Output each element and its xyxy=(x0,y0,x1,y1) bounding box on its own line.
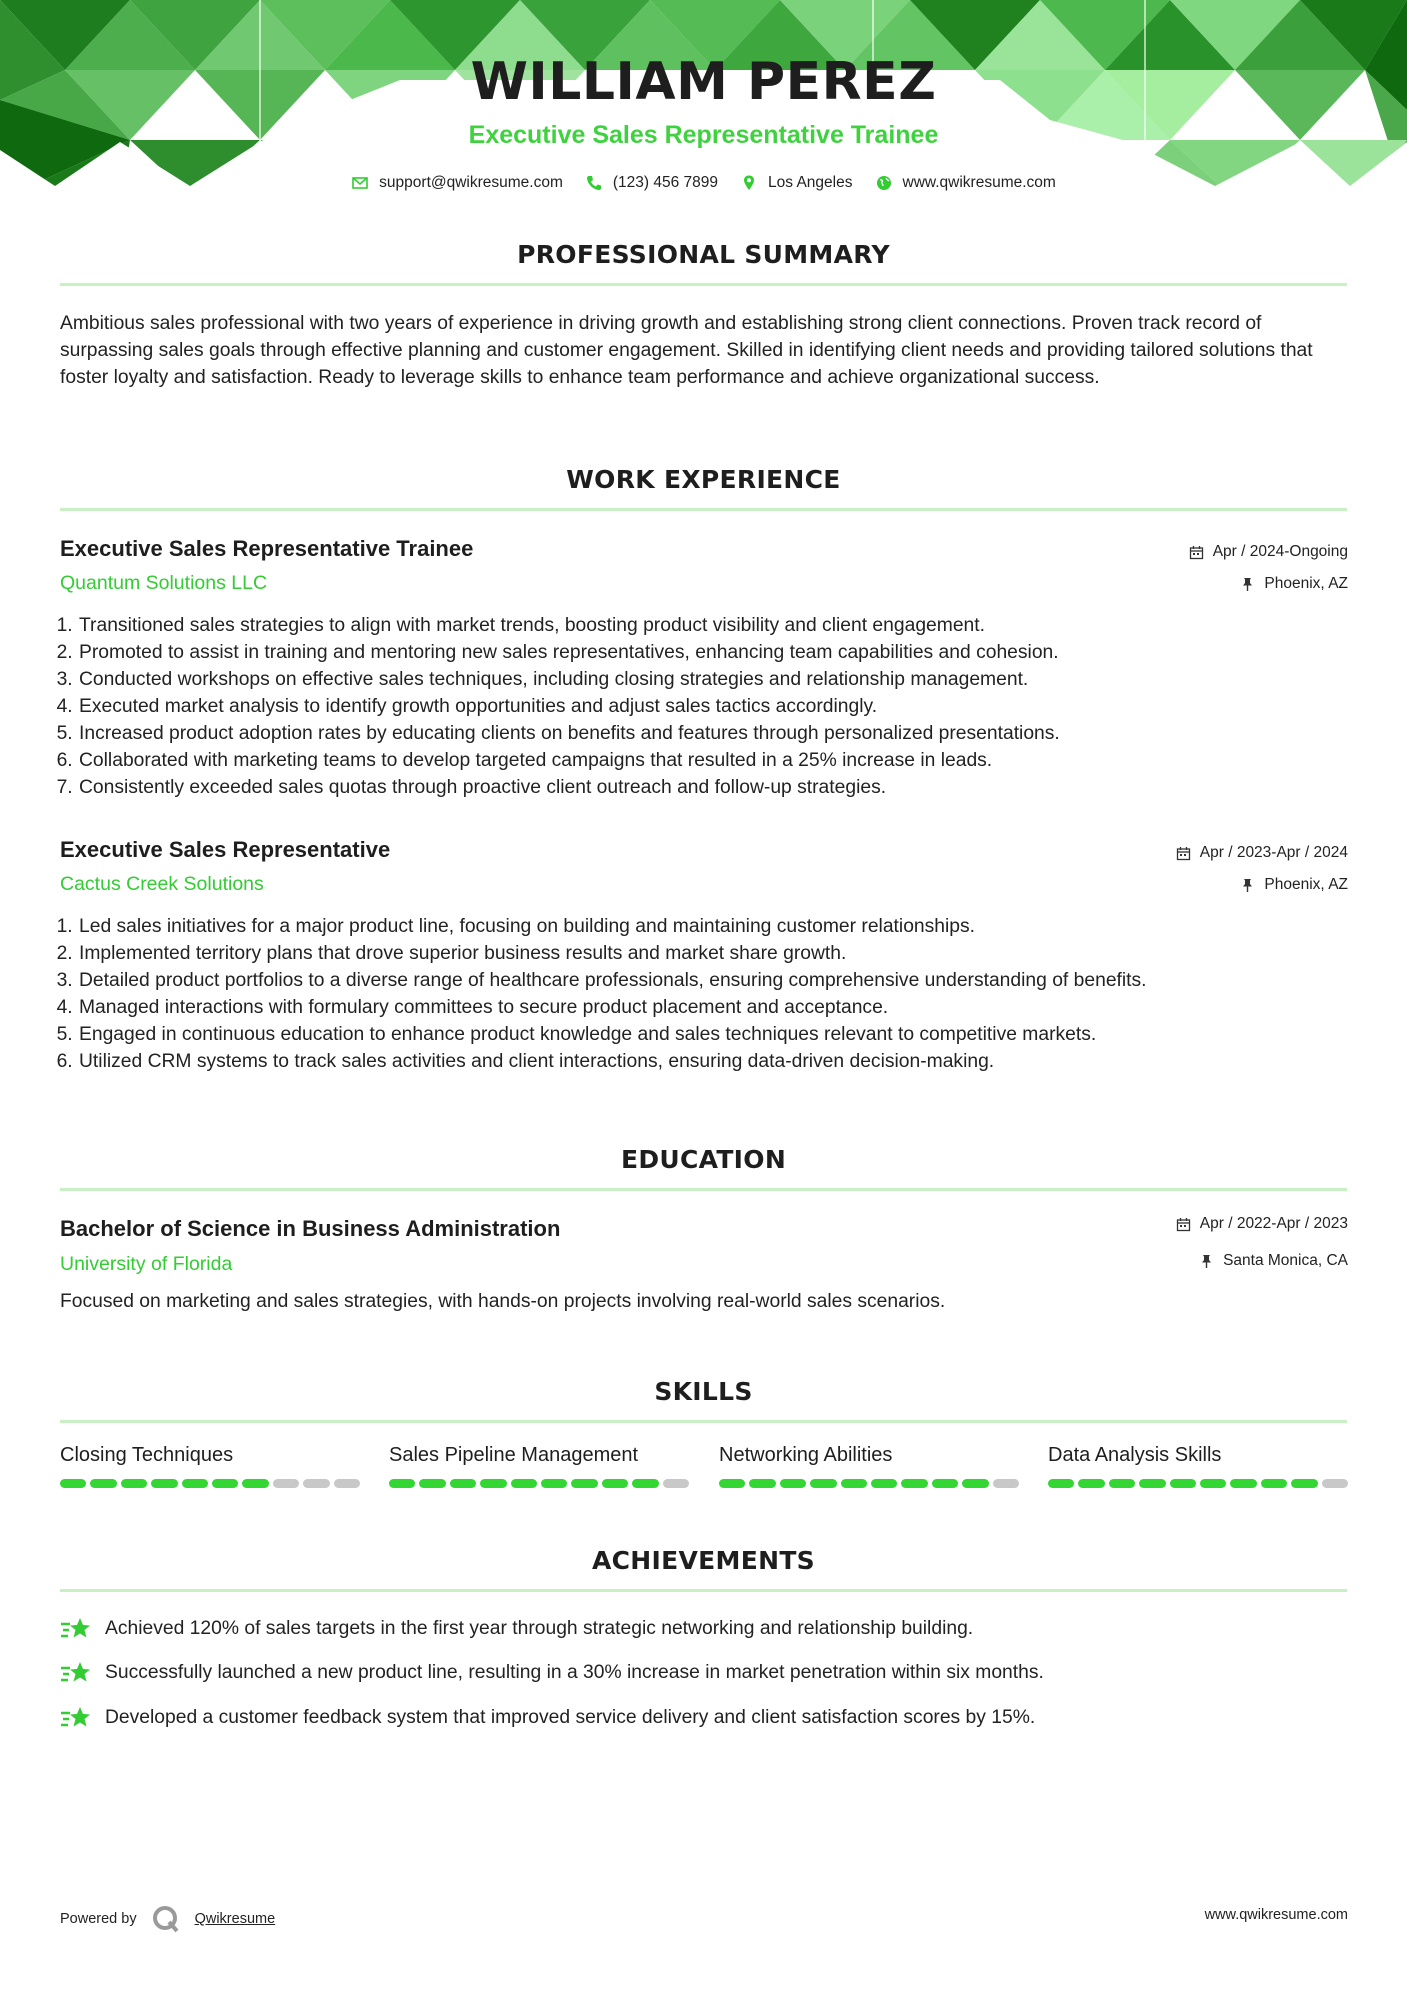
job-company: Cactus Creek Solutions xyxy=(60,873,264,895)
education-dates-text: Apr / 2022-Apr / 2023 xyxy=(1199,1215,1348,1232)
skill-segment-filled xyxy=(780,1479,806,1488)
skill-segment-filled xyxy=(871,1479,897,1488)
job-bullets xyxy=(56,913,1378,1075)
email-icon xyxy=(351,174,369,192)
skill-item xyxy=(389,1444,689,1488)
skill-segment-filled xyxy=(450,1479,476,1488)
skill-segment-empty xyxy=(334,1479,360,1488)
list-item: 1. Led sales initiatives for a major product line, focusing on building and maintaining customer relationships. xyxy=(78,913,1378,940)
skill-segment-filled xyxy=(151,1479,177,1488)
skill-segment-empty xyxy=(993,1479,1019,1488)
skill-name: Data Analysis Skills xyxy=(1048,1444,1222,1466)
section-divider xyxy=(60,508,1347,511)
skill-item xyxy=(60,1444,360,1488)
skills-heading: SKILLS xyxy=(654,1377,753,1406)
skill-segment-filled xyxy=(60,1479,86,1488)
star-badge-icon xyxy=(60,1704,92,1732)
skill-segment-filled xyxy=(389,1479,415,1488)
list-item: 4. Managed interactions with formulary committees to secure product placement and acceptance. xyxy=(78,994,1378,1021)
brand-link[interactable]: Qwikresume xyxy=(194,1911,276,1927)
list-item: 5. Engaged in continuous education to enhance product knowledge and sales techniques relevant to competitive markets. xyxy=(78,1021,1378,1048)
education-location-text: Santa Monica, CA xyxy=(1223,1252,1348,1269)
skill-segment-filled xyxy=(511,1479,537,1488)
list-item: 4. Executed market analysis to identify growth opportunities and adjust sales tactics accordingly. xyxy=(78,693,1378,720)
job-location xyxy=(1240,575,1348,593)
skill-segment-filled xyxy=(632,1479,658,1488)
skill-segment-filled xyxy=(1170,1479,1196,1488)
phone-icon xyxy=(585,174,603,192)
education-location xyxy=(1199,1252,1348,1270)
pushpin-icon xyxy=(1199,1254,1214,1269)
skill-item xyxy=(1048,1444,1348,1488)
job-dates xyxy=(1176,844,1348,862)
contact-location: Los Angeles xyxy=(768,174,853,191)
skill-segment-filled xyxy=(1048,1479,1074,1488)
achievement-item xyxy=(60,1615,973,1643)
section-divider xyxy=(60,1188,1347,1191)
list-item: 2. Implemented territory plans that drove superior business results and market share growth. xyxy=(78,940,1378,967)
job-dates xyxy=(1189,543,1348,561)
skill-segment-filled xyxy=(541,1479,567,1488)
education-school: University of Florida xyxy=(60,1253,233,1275)
skill-segment-filled xyxy=(810,1479,836,1488)
skill-segment-filled xyxy=(480,1479,506,1488)
calendar-icon xyxy=(1189,545,1204,560)
job-bullets xyxy=(56,612,1378,801)
education-description: Focused on marketing and sales strategies, with hands-on projects involving real-world sales scenarios. xyxy=(60,1291,946,1312)
calendar-icon xyxy=(1176,1217,1191,1232)
footer-branding xyxy=(60,1904,275,1934)
skill-segment-filled xyxy=(212,1479,238,1488)
footer-website[interactable]: www.qwikresume.com xyxy=(1204,1907,1348,1923)
list-item: 3. Detailed product portfolios to a diverse range of healthcare professionals, ensuring comprehensive understanding of benefits. xyxy=(78,967,1378,994)
contact-website[interactable]: www.qwikresume.com xyxy=(902,174,1056,191)
skill-segment-filled xyxy=(1139,1479,1165,1488)
achievement-text: Developed a customer feedback system that improved service delivery and client satisfaction scores by 15%. xyxy=(105,1707,1036,1728)
summary-text: Ambitious sales professional with two years of experience in driving growth and establishing strong client connections. Proven track record of surpassing sales goals through effective planning and customer engagement. Skilled in identifying client needs and providing tailored solutions that foster loyalty and satisfaction. Ready to leverage skills to enhance team performance and achieve organizational success. xyxy=(60,313,1313,388)
skill-segment-filled xyxy=(1291,1479,1317,1488)
skill-level-bar xyxy=(1048,1479,1348,1488)
star-badge-icon xyxy=(60,1615,92,1643)
list-item: 1. Transitioned sales strategies to align with market trends, boosting product visibility and client engagement. xyxy=(78,612,1378,639)
education-heading: EDUCATION xyxy=(620,1145,787,1174)
powered-by-label: Powered by xyxy=(60,1911,137,1927)
job-title: Executive Sales Representative xyxy=(60,837,391,862)
skill-segment-filled xyxy=(602,1479,628,1488)
candidate-headline: Executive Sales Representative Trainee xyxy=(468,121,939,149)
contact-bar xyxy=(0,174,1407,192)
section-divider xyxy=(60,1420,1347,1423)
skill-segment-filled xyxy=(962,1479,988,1488)
skill-segment-filled xyxy=(90,1479,116,1488)
skill-level-bar xyxy=(389,1479,689,1488)
experience-heading: WORK EXPERIENCE xyxy=(566,465,841,494)
star-badge-icon xyxy=(60,1659,92,1687)
achievement-item xyxy=(60,1704,1035,1732)
calendar-icon xyxy=(1176,846,1191,861)
globe-icon xyxy=(875,174,893,192)
job-title: Executive Sales Representative Trainee xyxy=(60,536,474,561)
qwikresume-logo-icon xyxy=(151,1904,181,1934)
achievement-text: Achieved 120% of sales targets in the first year through strategic networking and relationship building. xyxy=(105,1618,974,1639)
list-item: 6. Collaborated with marketing teams to develop targeted campaigns that resulted in a 25% increase in leads. xyxy=(78,747,1378,774)
skill-item xyxy=(719,1444,1019,1488)
skill-segment-filled xyxy=(749,1479,775,1488)
job-location xyxy=(1240,876,1348,894)
skill-level-bar xyxy=(719,1479,1019,1488)
skill-name: Networking Abilities xyxy=(719,1444,893,1466)
skill-segment-filled xyxy=(1109,1479,1135,1488)
pushpin-icon xyxy=(1240,577,1255,592)
skill-segment-filled xyxy=(901,1479,927,1488)
skill-segment-empty xyxy=(273,1479,299,1488)
list-item: 3. Conducted workshops on effective sales techniques, including closing strategies and relationship management. xyxy=(78,666,1378,693)
list-item: 2. Promoted to assist in training and mentoring new sales representatives, enhancing team capabilities and cohesion. xyxy=(78,639,1378,666)
education-dates xyxy=(1176,1215,1348,1233)
map-pin-icon xyxy=(740,174,758,192)
job-location-text: Phoenix, AZ xyxy=(1264,876,1348,893)
list-item: 6. Utilized CRM systems to track sales activities and client interactions, ensuring data-driven decision-making. xyxy=(78,1048,1378,1075)
contact-email[interactable]: support@qwikresume.com xyxy=(379,174,563,191)
skill-segment-filled xyxy=(121,1479,147,1488)
skill-level-bar xyxy=(60,1479,360,1488)
skill-segment-filled xyxy=(1078,1479,1104,1488)
pushpin-icon xyxy=(1240,878,1255,893)
skill-segment-filled xyxy=(1200,1479,1226,1488)
skill-segment-filled xyxy=(1261,1479,1287,1488)
section-divider xyxy=(60,283,1347,286)
skill-segment-filled xyxy=(571,1479,597,1488)
skill-segment-filled xyxy=(419,1479,445,1488)
section-divider xyxy=(60,1589,1347,1592)
skill-segment-filled xyxy=(719,1479,745,1488)
skill-name: Sales Pipeline Management xyxy=(389,1444,639,1466)
candidate-name: WILLIAM PEREZ xyxy=(470,52,937,112)
list-item: 7. Consistently exceeded sales quotas through proactive client outreach and follow-up strategies. xyxy=(78,774,1378,801)
skill-segment-empty xyxy=(303,1479,329,1488)
skill-segment-empty xyxy=(663,1479,689,1488)
skill-name: Closing Techniques xyxy=(60,1444,234,1466)
job-company: Quantum Solutions LLC xyxy=(60,572,268,594)
job-dates-text: Apr / 2023-Apr / 2024 xyxy=(1199,844,1348,861)
summary-heading: PROFESSIONAL SUMMARY xyxy=(517,240,890,269)
job-location-text: Phoenix, AZ xyxy=(1264,575,1348,592)
skill-segment-filled xyxy=(932,1479,958,1488)
skill-segment-filled xyxy=(242,1479,268,1488)
skill-segment-filled xyxy=(841,1479,867,1488)
skill-segment-empty xyxy=(1322,1479,1348,1488)
contact-phone[interactable]: (123) 456 7899 xyxy=(612,174,719,191)
skill-segment-filled xyxy=(1230,1479,1256,1488)
job-dates-text: Apr / 2024-Ongoing xyxy=(1212,543,1348,560)
achievement-text: Successfully launched a new product line, resulting in a 30% increase in market penetration within six months. xyxy=(105,1662,1044,1683)
education-degree: Bachelor of Science in Business Administration xyxy=(60,1216,561,1241)
skill-segment-filled xyxy=(182,1479,208,1488)
achievement-item xyxy=(60,1659,1044,1687)
list-item: 5. Increased product adoption rates by educating clients on benefits and features through personalized presentations. xyxy=(78,720,1378,747)
achievements-heading: ACHIEVEMENTS xyxy=(592,1546,815,1575)
